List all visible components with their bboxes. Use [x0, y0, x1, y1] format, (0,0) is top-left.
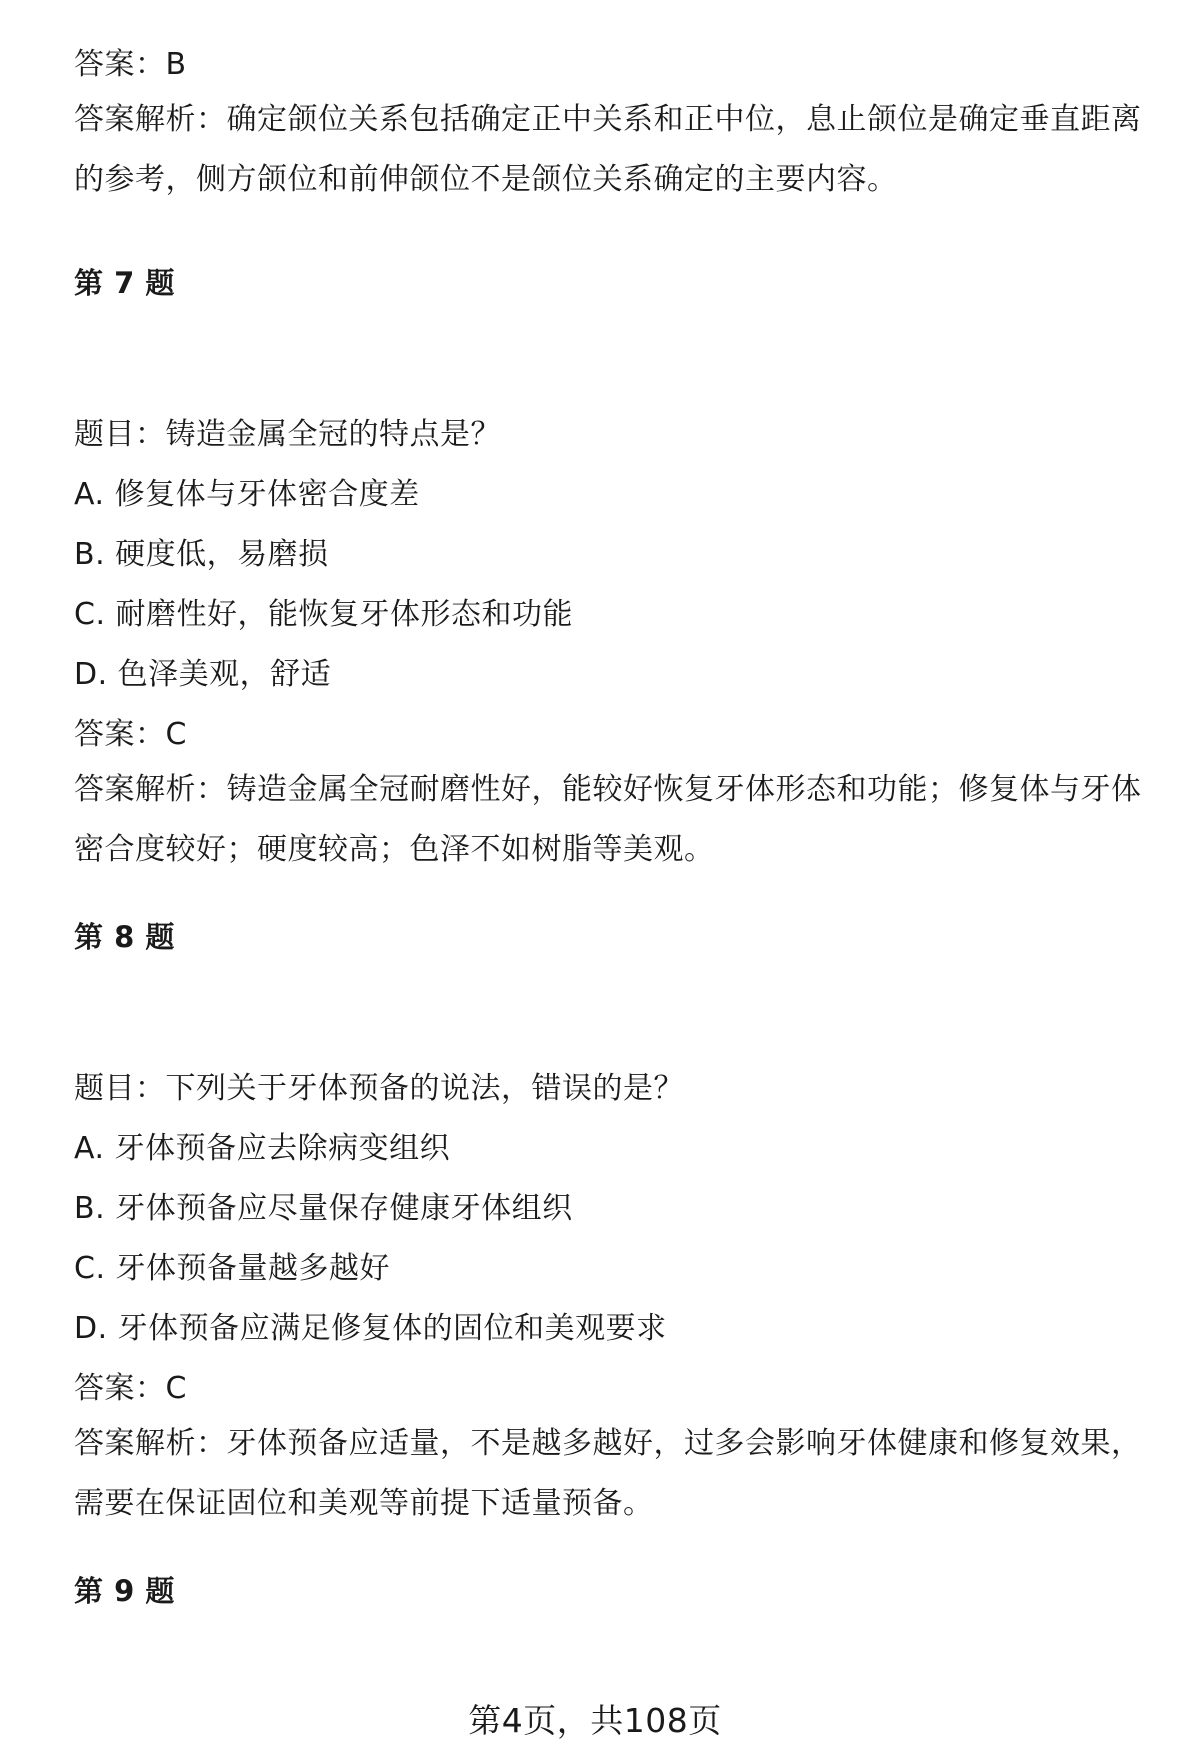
q7-heading: 第 7 题 — [74, 266, 175, 300]
q7-answer: 答案：C — [74, 717, 187, 752]
q9-heading: 第 9 题 — [74, 1574, 175, 1608]
page-number-footer: 第4页，共108页 — [468, 1701, 722, 1740]
q8-option-b: B. 牙体预备应尽量保存健康牙体组织 — [74, 1191, 573, 1226]
q7-option-c: C. 耐磨性好，能恢复牙体形态和功能 — [74, 597, 574, 632]
q8-option-a: A. 牙体预备应去除病变组织 — [74, 1131, 451, 1166]
q7-explanation: 答案解析：铸造金属全冠耐磨性好，能较好恢复牙体形态和功能；修复体与牙体密合度较好；硬度较高；色泽不如树脂等美观。 — [74, 772, 1142, 867]
q7-option-a: A. 修复体与牙体密合度差 — [74, 477, 420, 512]
q8-answer: 答案：C — [74, 1371, 187, 1406]
q8-question: 题目：下列关于牙体预备的说法，错误的是？ — [74, 1071, 684, 1106]
q7-question: 题目：铸造金属全冠的特点是？ — [74, 417, 501, 452]
q8-option-c: C. 牙体预备量越多越好 — [74, 1251, 391, 1286]
q7-option-b: B. 硬度低，易磨损 — [74, 537, 329, 572]
q6-answer: 答案：B — [74, 47, 187, 82]
q6-explanation: 答案解析：确定颌位关系包括确定正中关系和正中位，息止颌位是确定垂直距离的参考，侧方颌位和前伸颌位不是颌位关系确定的主要内容。 — [74, 102, 1142, 197]
q8-option-d: D. 牙体预备应满足修复体的固位和美观要求 — [74, 1311, 667, 1346]
q8-explanation: 答案解析：牙体预备应适量，不是越多越好，过多会影响牙体健康和修复效果，需要在保证固位和美观等前提下适量预备。 — [74, 1426, 1142, 1521]
q8-heading: 第 8 题 — [74, 920, 175, 954]
q7-option-d: D. 色泽美观，舒适 — [74, 657, 332, 692]
